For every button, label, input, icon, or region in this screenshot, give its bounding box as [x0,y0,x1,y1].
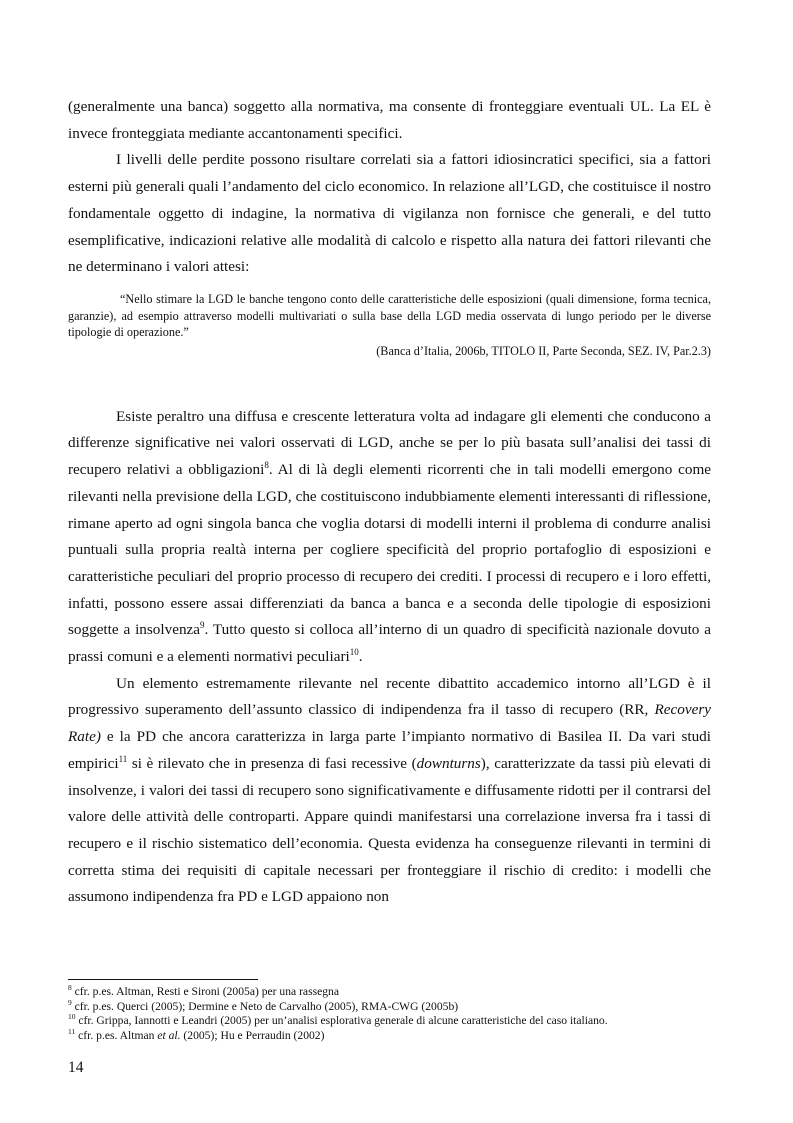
footnotes [68,985,718,1043]
footnote-ref-10[interactable]: 10 [349,646,359,657]
term-downturns: downturns [416,754,481,772]
page-body [68,94,711,911]
footnote-divider [68,979,258,980]
paragraph-0: (generalmente una banca) soggetto alla normativa, ma consente di fronteggiare eventuali UL. La EL è invece fronteggiata mediante accantonamenti specifici. [68,98,711,142]
footnote-10: $^{10}$ cfr. Grippa, Iannotti e Leandri (2005) per un’analisi esplorativa generale di alcune caratteristiche del caso italiano. [68,1012,608,1028]
paragraph-3: Un elemento estremamente rilevante nel recente dibattito accademico intorno all’LGD è il progressivo superamento dell’assunto classico di indipendenza fra il tasso di recupero (RR, Recovery Rate) e la PD che ancora caratterizza in larga parte l’impianto normativo di Basilea II. Da vari studi empirici$^{11}$ si è rilevato che in presenza di fasi recessive (downturns), caratterizzate da tassi più elevati di insolvenze, i valori dei tassi di recupero sono significativamente e diffusamente ridotti per il contrarsi del valore delle attività delle controparti. Appare quindi manifestarsi una correlazione inversa fra i tassi di recupero e il rischio sistematico dell’economia. Questa evidenza ha conseguenze rilevanti in termini di corretta stima dei requisiti di capitale necessari per fronteggiare il rischio di credito: i modelli che assumono indipendenza fra PD e LGD appaiono non [68,674,711,906]
footnote-ref-11[interactable]: 11 [118,753,128,764]
footnote-11: $^{11}$ cfr. p.es. Altman et al. (2005); Hu e Perraudin (2002) [68,1026,325,1042]
footnote-8: $^8$ cfr. p.es. Altman, Resti e Sironi (2005a) per una rassegna [68,983,339,998]
paragraph-2: Esiste peraltro una diffusa e crescente letteratura volta ad indagare gli elementi che conducono a differenze significative nei valori osservati di LGD, anche se per lo più basata sull’analisi dei tassi di recupero relativi a obbligazioni$^8$. Al di là degli elementi ricorrenti che in tali modelli emergono come rilevanti nella previsione della LGD, che costituiscono indubbiamente elementi interessanti di riflessione, rimane aperto ad ogni singola banca che voglia dotarsi di modelli interni il problema di condurre analisi puntuali sulla propria realtà interna per cogliere specificità del proprio portafoglio di esposizioni e caratteristiche peculiari del proprio processo di recupero dei crediti. I processi di recupero e i loro effetti, infatti, possono essere assai differenziati da banca a banca e a seconda delle tipologie di esposizioni soggette a insolvenza$^9$. Tutto questo si colloca all’interno di un quadro di specificità nazionale dovuto a prassi comuni e a elementi normativi peculiari$^{10}$. [68,407,712,666]
quote-citation: (Banca d’Italia, 2006b, TITOLO II, Parte Seconda, SEZ. IV, Par.2.3) [376,343,711,358]
footnote-ref-8[interactable]: 8 [264,460,269,471]
page-number: 14 [68,1059,84,1076]
footnote-ref-9[interactable]: 9 [200,620,205,631]
footnote-9: $^9$ cfr. p.es. Querci (2005); Dermine e Neto de Carvalho (2005), RMA-CWG (2005b) [68,997,459,1013]
term-recovery-rate: Recovery Rate) [68,701,711,746]
paragraph-1: I livelli delle perdite possono risultare correlati sia a fattori idiosincratici specifici, sia a fattori esterni più generali quali l’andamento del ciclo economico. In relazione all’LGD, che costituisce il nostro fondamentale oggetto di indagine, la normativa di vigilanza non fornisce che generali, e del tutto esemplificative, indicazioni relative alle modalità di calcolo e rispetto alla natura dei fattori rilevanti che ne determinano i valori attesi: [68,151,711,276]
quote-text: “Nello stimare la LGD le banche tengono conto delle caratteristiche delle esposizioni (quali dimensione, forma tecnica, garanzie), ad esempio attraverso modelli multivariati o sulla base della LGD media osservata di lungo periodo per le diverse tipologie di operazione.” [68,291,711,340]
block-quote [68,291,711,341]
